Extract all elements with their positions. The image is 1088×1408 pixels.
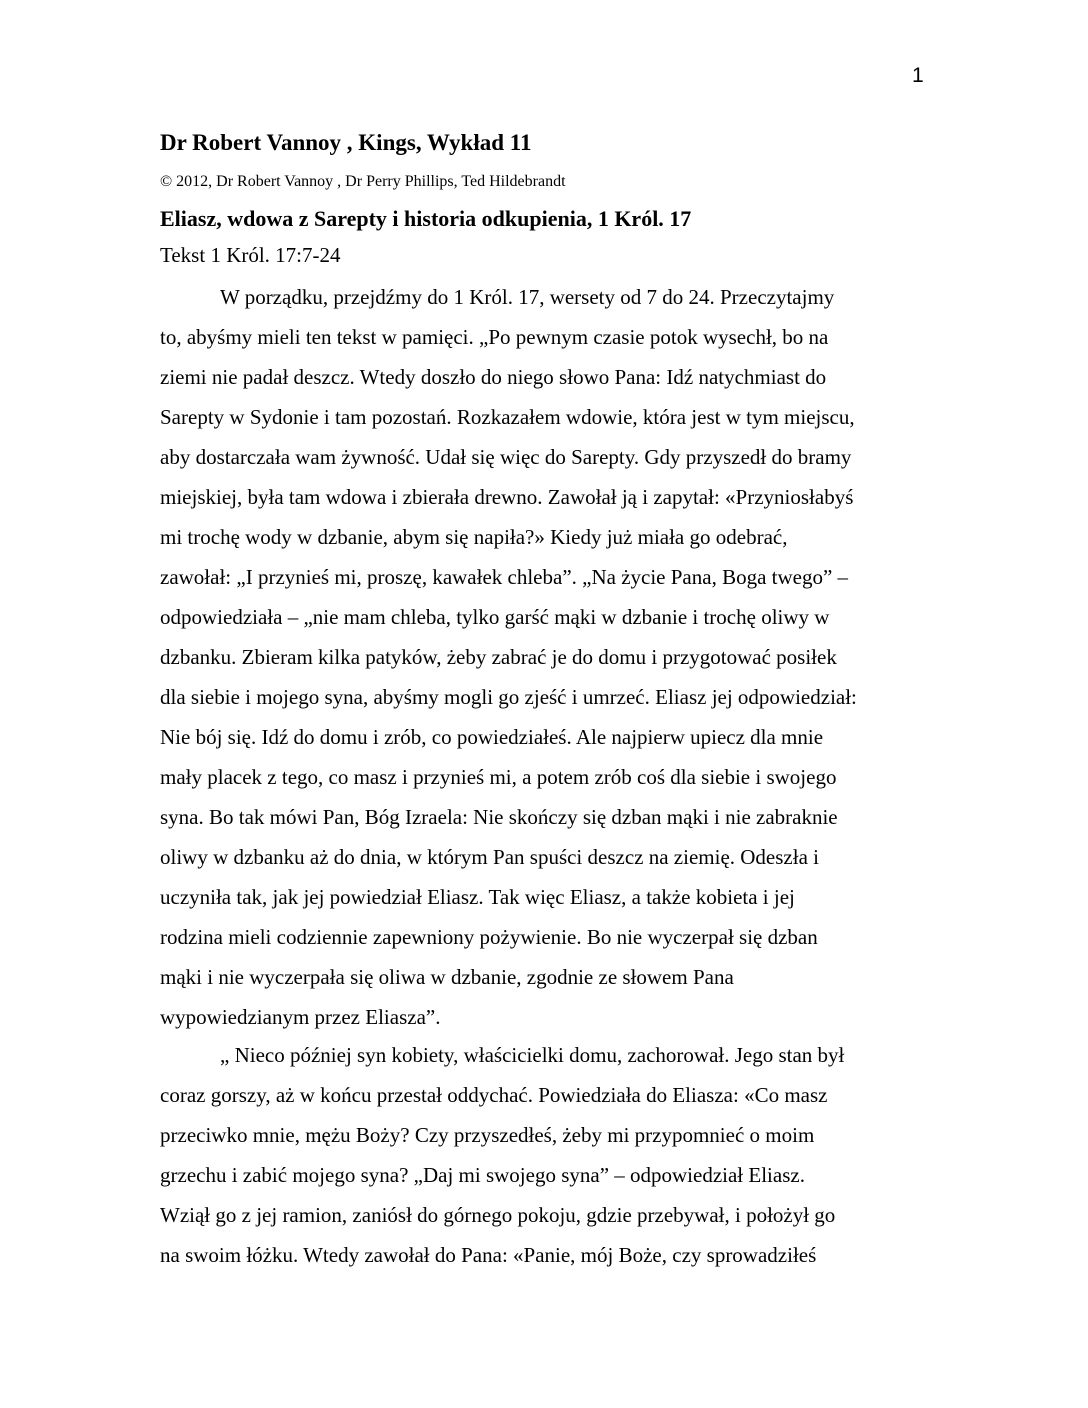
paragraph-line: Nie bój się. Idź do domu i zrób, co powiedziałeś. Ale najpierw upiecz dla mnie (160, 725, 824, 749)
paragraph-line: to, abyśmy mieli ten tekst w pamięci. „Po pewnym czasie potok wysechł, bo na (160, 325, 829, 349)
paragraph-line: rodzina mieli codziennie zapewniony pożywienie. Bo nie wyczerpał się dzban (160, 925, 818, 949)
page-number: 1 (912, 64, 924, 87)
paragraph-line: aby dostarczała wam żywność. Udał się więc do Sarepty. Gdy przyszedł do bramy (160, 445, 852, 469)
document-title: Dr Robert Vannoy , Kings, Wykład 11 (160, 130, 532, 155)
paragraph-line: oliwy w dzbanku aż do dnia, w którym Pan spuści deszcz na ziemię. Odeszła i (160, 845, 819, 869)
paragraph-line: mi trochę wody w dzbanie, abym się napiła?» Kiedy już miała go odebrać, (160, 525, 788, 549)
text-reference: Tekst 1 Król. 17:7-24 (160, 243, 341, 267)
paragraph-line: zawołał: „I przynieś mi, proszę, kawałek chleba”. „Na życie Pana, Boga twego” – (160, 565, 849, 589)
paragraph-line: dzbanku. Zbieram kilka patyków, żeby zabrać je do domu i przygotować posiłek (160, 645, 837, 669)
paragraph-line: na swoim łóżku. Wtedy zawołał do Pana: «Panie, mój Boże, czy sprowadziłeś (160, 1243, 817, 1267)
body-paragraph (160, 1041, 940, 1281)
paragraph-line: mąki i nie wyczerpała się oliwa w dzbanie, zgodnie ze słowem Pana (160, 965, 734, 989)
paragraph-line: W porządku, przejdźmy do 1 Król. 17, wersety od 7 do 24. Przeczytajmy (220, 285, 835, 309)
paragraph-line: syna. Bo tak mówi Pan, Bóg Izraela: Nie skończy się dzban mąki i nie zabraknie (160, 805, 838, 829)
body-paragraph (160, 283, 940, 1043)
paragraph-line: coraz gorszy, aż w końcu przestał oddychać. Powiedziała do Eliasza: «Co masz (160, 1083, 828, 1107)
paragraph-line: Sarepty w Sydonie i tam pozostań. Rozkazałem wdowie, która jest w tym miejscu, (160, 405, 855, 429)
paragraph-line: dla siebie i mojego syna, abyśmy mogli go zjeść i umrzeć. Eliasz jej odpowiedział: (160, 685, 857, 709)
paragraph-line: przeciwko mnie, mężu Boży? Czy przyszedłeś, żeby mi przypomnieć o moim (160, 1123, 815, 1147)
paragraph-line: grzechu i zabić mojego syna? „Daj mi swojego syna” – odpowiedział Eliasz. (160, 1163, 805, 1187)
paragraph-line: ziemi nie padał deszcz. Wtedy doszło do niego słowo Pana: Idź natychmiast do (160, 365, 827, 389)
paragraph-line: miejskiej, była tam wdowa i zbierała drewno. Zawołał ją i zapytał: «Przyniosłabyś (160, 485, 854, 509)
paragraph-line: odpowiedziała – „nie mam chleba, tylko garść mąki w dzbanie i trochę oliwy w (160, 605, 830, 629)
paragraph-line: wypowiedzianym przez Eliasza”. (160, 1005, 441, 1029)
lecture-subtitle: Eliasz, wdowa z Sarepty i historia odkupienia, 1 Król. 17 (160, 206, 692, 231)
paragraph-line: „ Nieco później syn kobiety, właścicielki domu, zachorował. Jego stan był (220, 1043, 845, 1067)
paragraph-line: Wziął go z jej ramion, zaniósł do górnego pokoju, gdzie przebywał, i położył go (160, 1203, 836, 1227)
copyright-line: © 2012, Dr Robert Vannoy , Dr Perry Phillips, Ted Hildebrandt (160, 173, 566, 190)
paragraph-line: mały placek z tego, co masz i przynieś mi, a potem zrób coś dla siebie i swojego (160, 765, 837, 789)
paragraph-line: uczyniła tak, jak jej powiedział Eliasz. Tak więc Eliasz, a także kobieta i jej (160, 885, 795, 909)
